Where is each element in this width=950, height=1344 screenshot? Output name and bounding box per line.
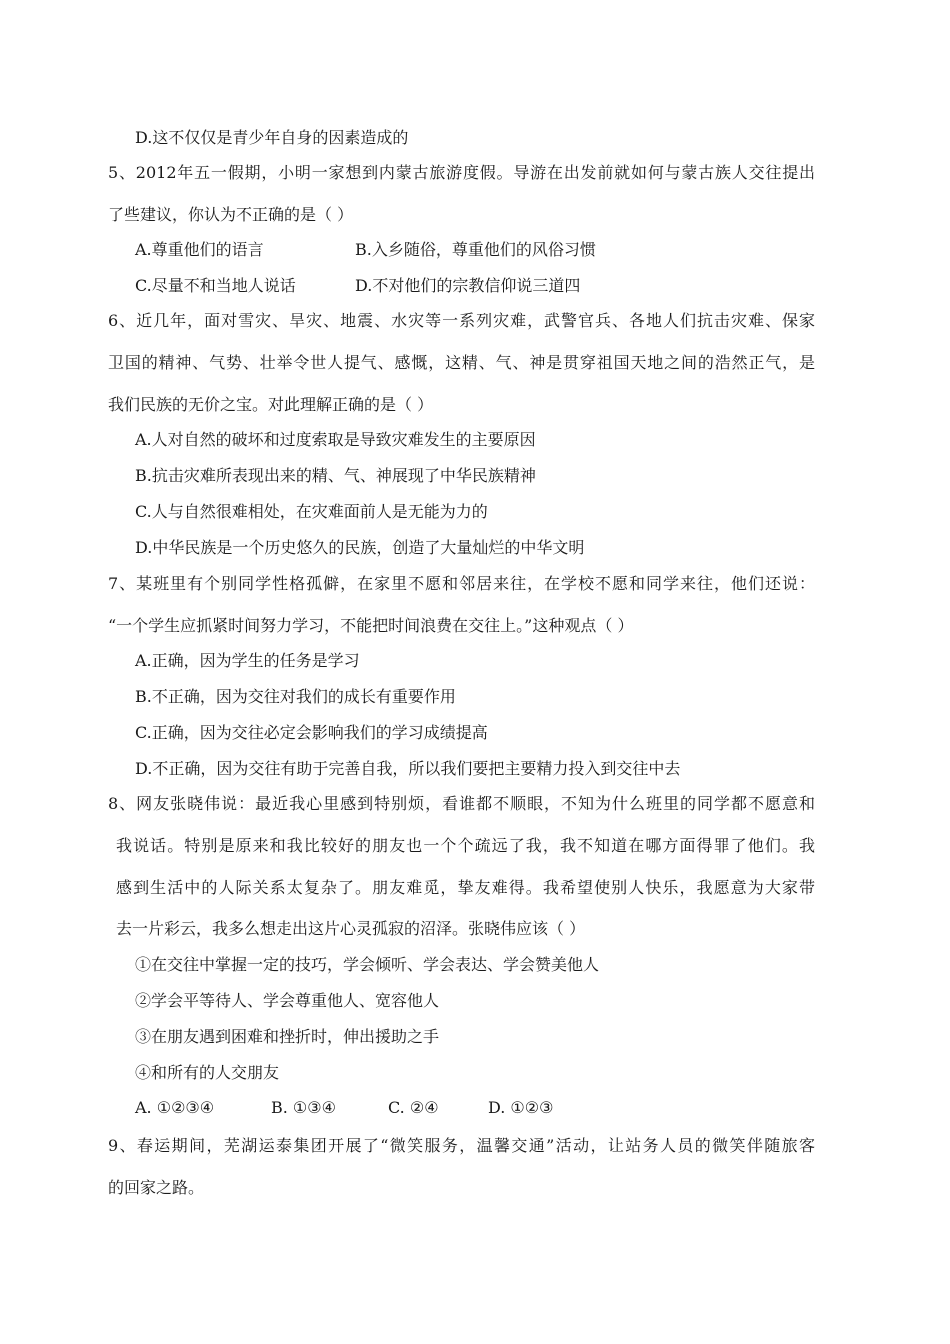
q7-stem-line1: 7、某班里有个别同学性格孤僻，在家里不愿和邻居来往，在学校不愿和同学来往，他们还说：: [108, 574, 815, 593]
q5-option-b: B.入乡随俗，尊重他们的风俗习惯: [355, 240, 596, 259]
q7-option-c: C.正确，因为交往必定会影响我们的学习成绩提高: [135, 723, 488, 742]
q8-item-1: ①在交往中掌握一定的技巧，学会倾听、学会表达、学会赞美他人: [135, 955, 600, 974]
q8-option-c: C. ②④: [388, 1098, 439, 1117]
q8-stem-line3: 感到生活中的人际关系太复杂了。朋友难觅，挚友难得。我希望使别人快乐，我愿意为大家带: [116, 878, 815, 897]
q8-option-a: A. ①②③④: [135, 1098, 215, 1117]
q9-stem-line1: 9、春运期间，芜湖运泰集团开展了“微笑服务，温馨交通”活动，让站务人员的微笑伴随旅客: [108, 1136, 815, 1155]
q8-item-3: ③在朋友遇到困难和挫折时，伸出援助之手: [135, 1027, 440, 1046]
q8-stem-line4: 去一片彩云，我多么想走出这片心灵孤寂的沼泽。张晓伟应该（ ）: [116, 919, 586, 938]
q6-option-c: C.人与自然很难相处，在灾难面前人是无能为力的: [135, 502, 488, 521]
q6-stem-line3: 我们民族的无价之宝。对此理解正确的是（ ）: [108, 395, 434, 414]
q9-stem-line2: 的回家之路。: [108, 1178, 205, 1197]
q5-stem-line2: 了些建议，你认为不正确的是（ ）: [108, 205, 354, 224]
q7-stem-line2: “一个学生应抓紧时间努力学习，不能把时间浪费在交往上。”这种观点（ ）: [108, 616, 634, 635]
q6-stem-line1: 6、近几年，面对雪灾、旱灾、地震、水灾等一系列灾难，武警官兵、各地人们抗击灾难、保家: [108, 311, 815, 330]
q6-stem-line2: 卫国的精神、气势、壮举令世人提气、感慨，这精、气、神是贯穿祖国天地之间的浩然正气，是: [108, 353, 815, 372]
q7-option-b: B.不正确，因为交往对我们的成长有重要作用: [135, 687, 456, 706]
q8-stem-line1: 8、网友张晓伟说：最近我心里感到特别烦，看谁都不顺眼，不知为什么班里的同学都不愿意和: [108, 794, 815, 813]
q7-option-d: D.不正确，因为交往有助于完善自我，所以我们要把主要精力投入到交往中去: [135, 759, 681, 778]
q6-option-d: D.中华民族是一个历史悠久的民族，创造了大量灿烂的中华文明: [135, 538, 585, 557]
q8-option-d: D. ①②③: [488, 1098, 554, 1117]
q5-option-c: C.尽量不和当地人说话: [135, 276, 296, 295]
q6-option-a: A.人对自然的破坏和过度索取是导致灾难发生的主要原因: [135, 430, 536, 449]
q8-stem-line2: 我说话。特别是原来和我比较好的朋友也一个个疏远了我，我不知道在哪方面得罪了他们。我: [116, 836, 815, 855]
q5-option-a: A.尊重他们的语言: [135, 240, 264, 259]
q4-option-d: D.这不仅仅是青少年自身的因素造成的: [135, 128, 409, 147]
q5-stem-line1: 5、2012年五一假期，小明一家想到内蒙古旅游度假。导游在出发前就如何与蒙古族人交往提出: [108, 163, 815, 182]
q8-option-b: B. ①③④: [271, 1098, 336, 1117]
q8-item-2: ②学会平等待人、学会尊重他人、宽容他人: [135, 991, 440, 1010]
q6-option-b: B.抗击灾难所表现出来的精、气、神展现了中华民族精神: [135, 466, 536, 485]
q8-item-4: ④和所有的人交朋友: [135, 1063, 280, 1082]
q7-option-a: A.正确，因为学生的任务是学习: [135, 651, 360, 670]
q5-option-d: D.不对他们的宗教信仰说三道四: [355, 276, 581, 295]
